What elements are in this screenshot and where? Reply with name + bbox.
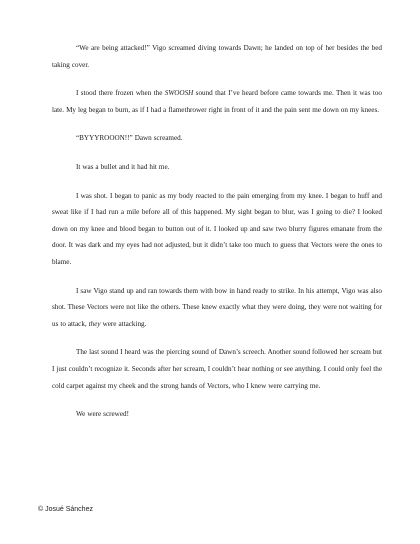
paragraph-text: I was shot. I began to panic as my body reacted to the pain emerging from my knee. I began to huff and sweat like if I had run a mile before all of this happened. My sight began to blur, was I going to die? I looked down on my knee and blood began to button out of it. I looked up and saw two blurry figures emanate from the door. It was dark and my eyes had not adjusted, but it didn’t take too much to guess that Vectors were the ones to blame. <box>52 191 382 266</box>
story-body <box>52 40 382 435</box>
paragraph-text: The last sound I heard was the piercing sound of Dawn’s screech. Another sound followed her scream but I just couldn’t recognize it. Seconds after her scream, I couldn’t hear nothing or see anything. I could only feel the cold carpet against my cheek and the strong hands of Vectors, who I knew were carrying me. <box>52 348 382 390</box>
emphasized-text: they <box>88 319 101 328</box>
paragraph-text: It was a bullet and it had hit me. <box>76 162 170 171</box>
paragraph-text: I stood there frozen when the <box>76 89 165 98</box>
story-paragraph <box>52 406 382 423</box>
story-paragraph <box>52 159 382 176</box>
story-paragraph <box>52 344 382 394</box>
story-paragraph <box>52 188 382 271</box>
paragraph-text: were attacking. <box>100 319 147 328</box>
story-paragraph <box>52 283 382 333</box>
story-paragraph <box>52 85 382 118</box>
paragraph-text: We were screwed! <box>76 410 129 419</box>
emphasized-text: SWOOSH <box>164 89 194 98</box>
story-paragraph <box>52 130 382 147</box>
paragraph-text: sound that I’ve heard before came towards me. Then it was too late. My leg began to burn, as if I had a flamethrower right in front of it and the pain sent me down on my knees. <box>52 89 382 114</box>
paragraph-text: “We are being attacked!” Vigo screamed diving towards Dawn; he landed on top of her besides the bed taking cover. <box>52 44 382 69</box>
paragraph-text: “BYYYROOON!!” Dawn screamed. <box>76 134 183 143</box>
story-paragraph <box>52 40 382 73</box>
copyright-footer: © Josué Sánchez <box>38 506 93 513</box>
paragraph-text: I saw Vigo stand up and ran towards them with bow in hand ready to strike. In his attempt, Vigo was also shot. These Vectors were not like the others. These knew exactly what they were doing, they were not waiting for us to attack, <box>52 286 382 328</box>
